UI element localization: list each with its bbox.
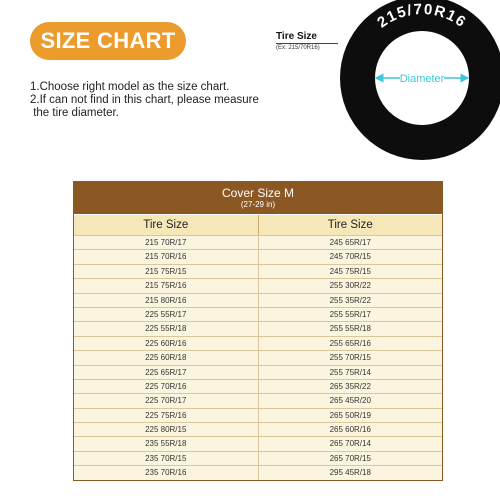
table-row [74, 379, 442, 393]
tire-size-cell-right: 295 45R/18 [259, 466, 443, 479]
instructions [30, 81, 320, 120]
table-row [74, 278, 442, 292]
diameter-label: Diameter [399, 73, 445, 85]
tire-size-cell-right: 255 30R/22 [259, 279, 443, 292]
table-row [74, 321, 442, 335]
tire-size-cell-right: 245 70R/15 [259, 250, 443, 263]
tire-size-cell-left: 225 75R/16 [74, 409, 259, 422]
tire-size-cell-left: 235 55R/18 [74, 437, 259, 450]
table-row [74, 393, 442, 407]
tire-size-example: (Ex: 215/70R16) [276, 45, 320, 51]
tire-size-cell-left: 235 70R/15 [74, 452, 259, 465]
tire-size-cell-right: 265 70R/14 [259, 437, 443, 450]
tire-size-cell-right: 245 75R/15 [259, 265, 443, 278]
size-table [73, 181, 443, 481]
table-subtitle: (27-29 in) [240, 199, 276, 209]
tire-size-cell-left: 225 60R/16 [74, 337, 259, 350]
table-row [74, 350, 442, 364]
table-row [74, 235, 442, 249]
tire-size-cell-left: 215 75R/16 [74, 279, 259, 292]
table-row [74, 422, 442, 436]
table-row [74, 307, 442, 321]
column-headers [74, 214, 442, 235]
tire-size-cell-left: 225 55R/17 [74, 308, 259, 321]
tire-size-cell-left: 225 60R/18 [74, 351, 259, 364]
tire-size-cell-left: 225 55R/18 [74, 322, 259, 335]
tire-size-cell-left: 225 65R/17 [74, 366, 259, 379]
tire-size-cell-right: 265 50R/19 [259, 409, 443, 422]
table-row [74, 408, 442, 422]
tire-size-cell-right: 265 70R/15 [259, 452, 443, 465]
tire-size-cell-right: 255 70R/15 [259, 351, 443, 364]
table-row [74, 249, 442, 263]
table-row [74, 465, 442, 479]
table-row [74, 365, 442, 379]
tire-size-cell-right: 265 60R/16 [259, 423, 443, 436]
instruction-2: 2.If can not find in this chart, please measure [30, 94, 259, 106]
size-chart-badge: SIZE CHART [30, 22, 186, 60]
table-row [74, 451, 442, 465]
tire-size-cell-right: 255 55R/17 [259, 308, 443, 321]
tire-size-cell-left: 215 70R/16 [74, 250, 259, 263]
tire-diagram [330, 0, 500, 160]
tire-size-cell-right: 265 35R/22 [259, 380, 443, 393]
tire-size-cell-left: 215 75R/15 [74, 265, 259, 278]
tire-size-cell-left: 215 70R/17 [74, 236, 259, 249]
tire-size-cell-right: 255 55R/18 [259, 322, 443, 335]
column-header-left: Tire Size [74, 215, 259, 235]
table-row [74, 336, 442, 350]
tire-size-cell-right: 255 75R/14 [259, 366, 443, 379]
instruction-1: 1.Choose right model as the size chart. [30, 81, 230, 93]
tire-size-cell-left: 215 80R/16 [74, 294, 259, 307]
table-body [74, 235, 442, 480]
sidewall-text: 215/70R16 [374, 0, 470, 32]
tire-size-cell-right: 255 35R/22 [259, 294, 443, 307]
tire-size-cell-right: 265 45R/20 [259, 394, 443, 407]
tire-size-cell-left: 225 80R/15 [74, 423, 259, 436]
tire-size-cell-right: 255 65R/16 [259, 337, 443, 350]
instruction-3: the tire diameter. [30, 107, 119, 119]
table-row [74, 264, 442, 278]
table-row [74, 436, 442, 450]
table-title: Cover Size M [221, 185, 295, 200]
tire-size-leader-line [276, 43, 338, 44]
tire-size-cell-right: 245 65R/17 [259, 236, 443, 249]
tire-size-cell-left: 235 70R/16 [74, 466, 259, 479]
tire-size-cell-left: 225 70R/16 [74, 380, 259, 393]
column-header-right: Tire Size [259, 215, 443, 235]
table-header [74, 182, 442, 214]
table-row [74, 293, 442, 307]
tire-size-label: Tire Size [276, 31, 317, 42]
tire-size-cell-left: 225 70R/17 [74, 394, 259, 407]
